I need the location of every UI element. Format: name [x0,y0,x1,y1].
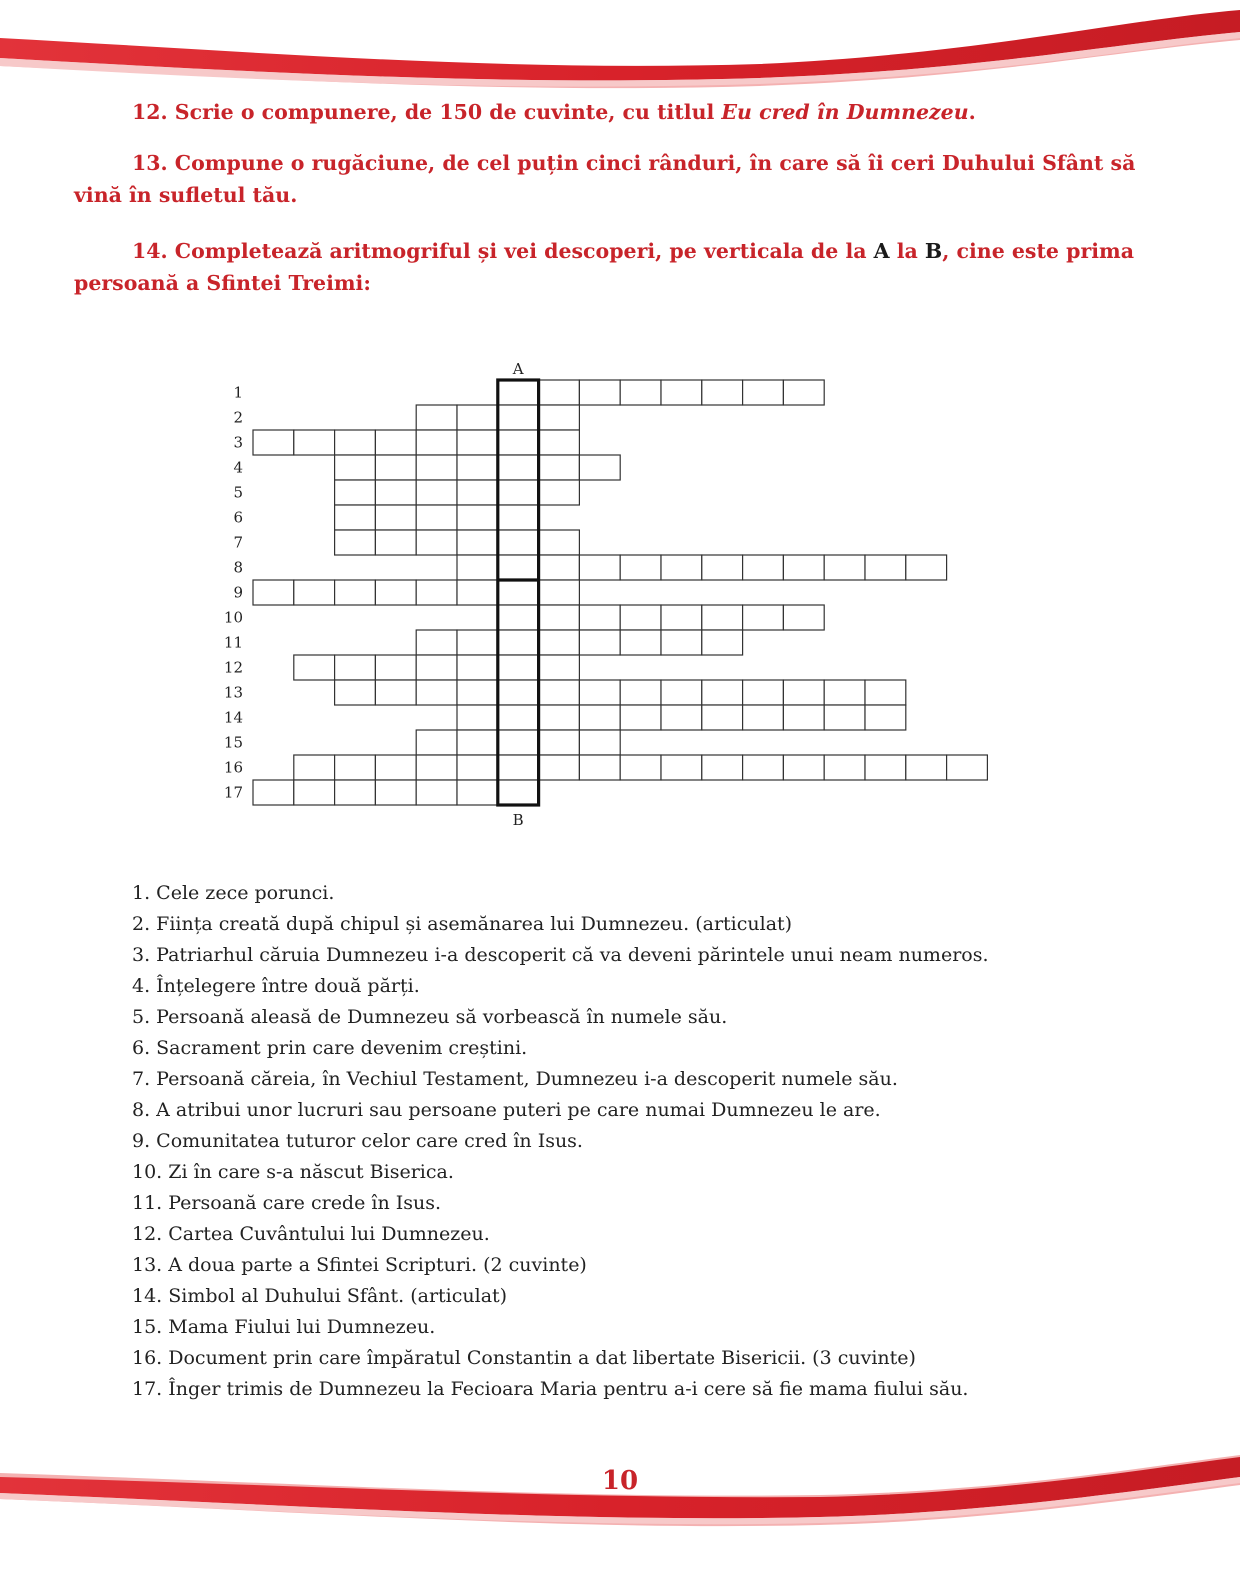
grid-cell[interactable] [579,680,620,705]
key-cell[interactable] [498,605,539,630]
clue-17: 17. Înger trimis de Dumnezeu la Fecioara Maria pentru a-i cere să fie mama fiului său. [132,1378,969,1400]
key-cell[interactable] [498,705,539,730]
row-number: 1 [233,383,243,402]
grid-cell[interactable] [620,555,661,580]
crossword-row-2 [233,405,579,430]
row-number: 14 [223,708,243,727]
clue-list [132,878,989,1405]
grid-cell[interactable] [335,580,376,605]
grid-cell[interactable] [579,755,620,780]
grid-cell[interactable] [579,555,620,580]
task-14-post: , cine este prima persoană a Sfintei Treimi: [74,239,1135,295]
row-number: 4 [233,458,243,477]
grid-cell[interactable] [824,705,865,730]
row-number: 5 [233,483,243,502]
grid-cell[interactable] [457,555,498,580]
crossword-row-14 [224,705,906,730]
page-number: 10 [601,1466,639,1496]
grid-cell[interactable] [457,455,498,480]
grid-cell[interactable] [416,580,457,605]
task-12-title: Eu cred în Dumnezeu [721,100,969,124]
grid-cell[interactable] [335,480,376,505]
grid-cell[interactable] [539,730,580,755]
grid-cell[interactable] [865,755,906,780]
grid-cell[interactable] [783,755,824,780]
grid-cell[interactable] [335,505,376,530]
grid-cell[interactable] [416,480,457,505]
grid-cell[interactable] [824,555,865,580]
row-number: 13 [223,683,243,702]
grid-cell[interactable] [539,455,580,480]
grid-cell[interactable] [416,730,457,755]
grid-cell[interactable] [783,380,824,405]
grid-cell[interactable] [661,555,702,580]
clue-9: 9. Comunitatea tuturor celor care cred în Isus. [132,1130,583,1152]
top-wave-banner [0,0,1240,95]
key-cell[interactable] [498,680,539,705]
grid-cell[interactable] [743,380,784,405]
grid-cell[interactable] [702,755,743,780]
grid-cell[interactable] [375,505,416,530]
grid-cell[interactable] [253,580,294,605]
grid-cell[interactable] [783,705,824,730]
crossword-row-4 [233,455,620,480]
key-cell[interactable] [498,630,539,655]
grid-cell[interactable] [294,580,335,605]
grid-cell[interactable] [416,455,457,480]
grid-cell[interactable] [702,380,743,405]
grid-cell[interactable] [375,655,416,680]
clue-2: 2. Ființa creată după chipul și asemănarea lui Dumnezeu. (articulat) [132,913,793,935]
grid-cell[interactable] [743,555,784,580]
grid-cell[interactable] [375,680,416,705]
key-cell[interactable] [498,780,539,805]
clue-15: 15. Mama Fiului lui Dumnezeu. [132,1316,436,1338]
grid-cell[interactable] [375,580,416,605]
grid-cell[interactable] [539,380,580,405]
key-cell[interactable] [498,480,539,505]
grid-cell[interactable] [457,680,498,705]
grid-cell[interactable] [661,680,702,705]
grid-cell[interactable] [416,630,457,655]
grid-cell[interactable] [539,680,580,705]
task-14-letter-a: A [873,239,890,263]
row-number: 10 [223,608,243,627]
grid-cell[interactable] [335,755,376,780]
grid-cell[interactable] [457,530,498,555]
grid-cell[interactable] [416,755,457,780]
grid-cell[interactable] [620,380,661,405]
grid-cell[interactable] [661,380,702,405]
clue-5: 5. Persoană aleasă de Dumnezeu să vorbească în numele său. [132,1006,728,1028]
grid-cell[interactable] [335,430,376,455]
grid-cell[interactable] [539,480,580,505]
key-column-outline [498,380,539,805]
clue-4: 4. Înțelegere între două părți. [132,975,420,997]
row-number: 9 [233,583,243,602]
clue-11: 11. Persoană care crede în Isus. [132,1192,442,1214]
clue-6: 6. Sacrament prin care devenim creștini. [132,1037,528,1059]
grid-cell[interactable] [335,655,376,680]
grid-cell[interactable] [620,630,661,655]
task-14-mid: la [889,239,925,263]
row-number: 8 [233,558,243,577]
key-cell[interactable] [498,730,539,755]
row-number: 2 [233,408,243,427]
grid-cell[interactable] [539,705,580,730]
grid-cell[interactable] [824,680,865,705]
grid-cell[interactable] [661,755,702,780]
task-14 [74,235,1166,299]
grid-cell[interactable] [294,655,335,680]
grid-cell[interactable] [457,730,498,755]
grid-cell[interactable] [579,730,620,755]
grid-cell[interactable] [375,780,416,805]
key-cell[interactable] [498,455,539,480]
grid-cell[interactable] [865,680,906,705]
grid-cell[interactable] [375,430,416,455]
grid-cell[interactable] [253,430,294,455]
key-cell[interactable] [498,505,539,530]
crossword-row-9 [233,580,579,605]
crossword-row-13 [224,680,906,705]
grid-cell[interactable] [539,430,580,455]
row-number: 15 [223,733,243,752]
grid-cell[interactable] [335,455,376,480]
grid-cell[interactable] [539,405,580,430]
clue-1: 1. Cele zece porunci. [132,882,335,904]
grid-cell[interactable] [579,705,620,730]
grid-cell[interactable] [579,380,620,405]
crossword-row-7 [233,530,579,555]
grid-cell[interactable] [294,780,335,805]
grid-cell[interactable] [539,655,580,680]
key-cell[interactable] [498,580,539,605]
grid-cell[interactable] [375,480,416,505]
grid-cell[interactable] [457,430,498,455]
crossword-row-15 [224,730,620,755]
label-b: B [512,811,524,829]
grid-cell[interactable] [375,530,416,555]
crossword-row-17 [224,780,539,805]
clue-8: 8. A atribui unor lucruri sau persoane puteri pe care numai Dumnezeu le are. [132,1099,881,1121]
row-number: 16 [223,758,243,777]
task-14-pre: 14. Completează aritmogriful și vei descoperi, pe verticala de la [132,239,874,263]
grid-cell[interactable] [783,605,824,630]
clue-3: 3. Patriarhul căruia Dumnezeu i-a descoperit că va deveni părintele unui neam numeros. [132,944,989,966]
crossword-row-6 [233,505,538,530]
grid-cell[interactable] [743,755,784,780]
key-cell[interactable] [498,755,539,780]
grid-cell[interactable] [620,705,661,730]
crossword-row-3 [233,430,579,455]
grid-cell[interactable] [579,605,620,630]
clue-13: 13. A doua parte a Sfintei Scripturi. (2 cuvinte) [132,1254,587,1276]
crossword-row-8 [233,555,946,580]
key-cell[interactable] [498,530,539,555]
grid-cell[interactable] [457,630,498,655]
grid-cell[interactable] [947,755,988,780]
task-13: 13. Compune o rugăciune, de cel puțin cinci rânduri, în care să îi ceri Duhului Sfânt să vină în sufletul tău. [74,151,1136,207]
crossword-row-5 [233,480,579,505]
grid-cell[interactable] [743,605,784,630]
crossword-row-11 [224,630,743,655]
grid-cell[interactable] [335,680,376,705]
grid-cell[interactable] [702,605,743,630]
grid-cell[interactable] [865,555,906,580]
grid-cell[interactable] [702,705,743,730]
clue-14: 14. Simbol al Duhului Sfânt. (articulat) [132,1285,508,1307]
grid-cell[interactable] [457,780,498,805]
grid-cell[interactable] [253,780,294,805]
grid-cell[interactable] [865,705,906,730]
task-12-text: 12. Scrie o compunere, de 150 de cuvinte, cu titlul [132,100,722,124]
grid-cell[interactable] [335,780,376,805]
clue-7: 7. Persoană căreia, în Vechiul Testament, Dumnezeu i-a descoperit numele său. [132,1068,898,1090]
grid-cell[interactable] [743,680,784,705]
grid-cell[interactable] [539,755,580,780]
grid-cell[interactable] [743,705,784,730]
row-number: 11 [223,633,243,652]
key-cell[interactable] [498,555,539,580]
grid-cell[interactable] [539,630,580,655]
grid-cell[interactable] [824,755,865,780]
key-cell[interactable] [498,655,539,680]
grid-cell[interactable] [906,755,947,780]
grid-cell[interactable] [416,530,457,555]
grid-cell[interactable] [620,755,661,780]
clue-10: 10. Zi în care s-a născut Biserica. [132,1161,454,1183]
grid-cell[interactable] [702,630,743,655]
crossword-row-1 [233,380,824,405]
grid-cell[interactable] [457,405,498,430]
crossword-row-10 [224,605,824,630]
grid-cell[interactable] [294,755,335,780]
grid-cell[interactable] [457,655,498,680]
grid-cell[interactable] [416,780,457,805]
grid-cell[interactable] [416,405,457,430]
grid-cell[interactable] [539,530,580,555]
grid-cell[interactable] [539,555,580,580]
key-cell[interactable] [498,430,539,455]
key-cell[interactable] [498,380,539,405]
label-a: A [512,360,524,378]
grid-cell[interactable] [620,605,661,630]
grid-cell[interactable] [579,455,620,480]
row-number: 12 [223,658,243,677]
grid-cell[interactable] [457,755,498,780]
row-number: 17 [223,783,243,802]
grid-cell[interactable] [702,680,743,705]
grid-cell[interactable] [661,605,702,630]
grid-cell[interactable] [539,605,580,630]
grid-cell[interactable] [335,530,376,555]
task-12 [74,96,1166,128]
grid-cell[interactable] [783,555,824,580]
key-cell[interactable] [498,405,539,430]
grid-cell[interactable] [416,680,457,705]
grid-cell[interactable] [457,480,498,505]
grid-cell[interactable] [375,755,416,780]
row-number: 7 [233,533,243,552]
row-number: 6 [233,508,243,527]
grid-cell[interactable] [457,705,498,730]
grid-cell[interactable] [702,555,743,580]
grid-cell[interactable] [661,705,702,730]
task-14-letter-b: B [924,239,943,263]
grid-cell[interactable] [661,630,702,655]
grid-cell[interactable] [783,680,824,705]
grid-cell[interactable] [416,430,457,455]
crossword-row-12 [224,655,579,680]
task-12-end: . [968,100,976,124]
grid-cell[interactable] [416,655,457,680]
clue-12: 12. Cartea Cuvântului lui Dumnezeu. [132,1223,490,1245]
grid-cell[interactable] [375,455,416,480]
grid-cell[interactable] [906,555,947,580]
clue-16: 16. Document prin care împăratul Constantin a dat libertate Bisericii. (3 cuvinte) [132,1347,916,1369]
grid-cell[interactable] [457,580,498,605]
grid-cell[interactable] [416,505,457,530]
grid-cell[interactable] [294,430,335,455]
crossword-row-16 [224,755,987,780]
row-number: 3 [233,433,243,452]
grid-cell[interactable] [539,580,580,605]
grid-cell[interactable] [620,680,661,705]
grid-cell[interactable] [579,630,620,655]
grid-cell[interactable] [457,505,498,530]
